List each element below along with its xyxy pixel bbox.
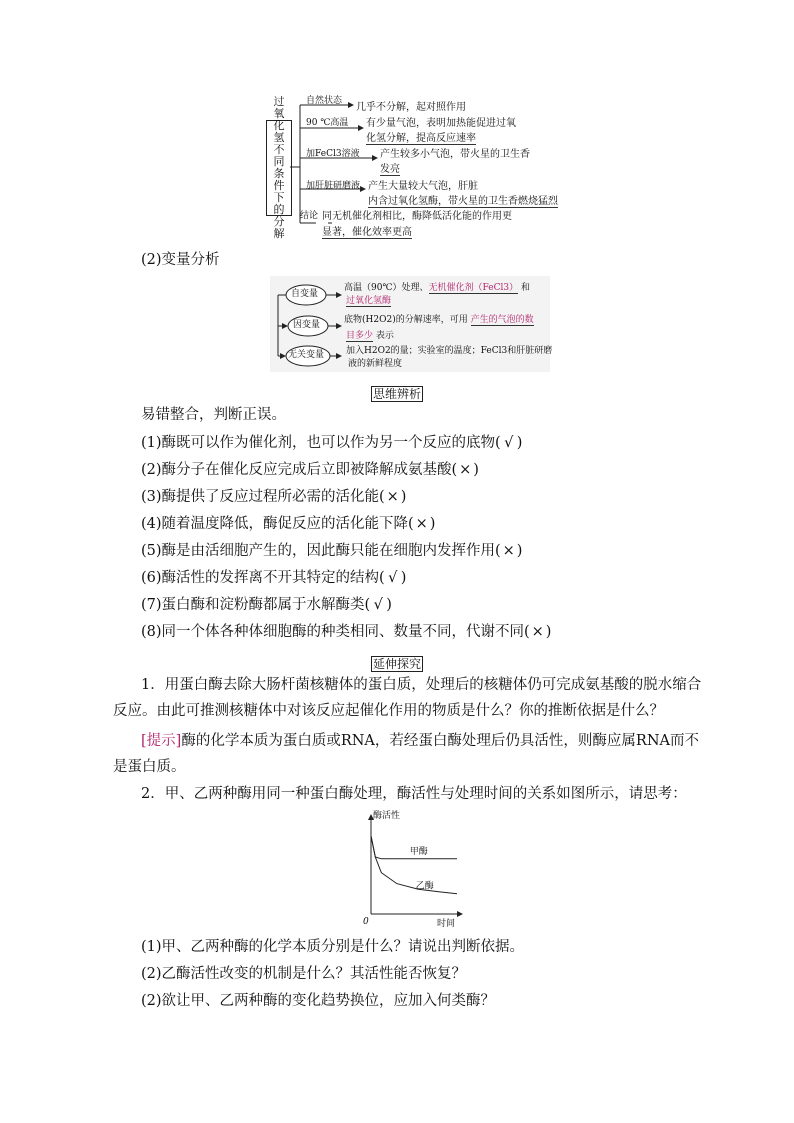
judgment-mark: × <box>502 543 515 559</box>
judgment-text: (8)同一个体各种体细胞酶的种类相同、数量不同，代谢不同( <box>141 624 530 640</box>
x-axis-label: 时间 <box>437 919 456 929</box>
dependent-text-b: 产生的气泡的数 <box>470 315 534 325</box>
y-axis-label: 酶活性 <box>373 811 401 821</box>
series-label-1: 甲酶 <box>409 846 428 857</box>
q2-line1: 2．甲、乙两种酶用同一种蛋白酶处理，酶活性与处理时间的关系如图所示，请思考： <box>141 786 687 802</box>
judgment-close: ) <box>516 435 523 451</box>
independent-variable-text <box>344 283 530 294</box>
extend-heading: 延伸探究 <box>372 657 421 671</box>
dependent-text-a: 底物(H2O2)的分解速率，可用 <box>344 315 468 325</box>
analysis-heading: 思维辨析 <box>372 387 421 401</box>
judgment-close: ) <box>386 597 392 613</box>
branch-result-3b-text: 发亮 <box>380 164 400 175</box>
branch-result-2b <box>366 133 476 145</box>
branch-result-1: 几乎不分解，起对照作用 <box>356 102 466 113</box>
q1-line2: 反应。由此可推测核糖体中对该反应起催化作用的物质是什么？你的推断依据是什么？ <box>113 703 664 719</box>
section-variable-heading: (2)变量分析 <box>141 252 220 268</box>
judgment-item-4 <box>141 514 435 534</box>
irrelevant-variable-text-2: 液的新鲜程度 <box>348 359 403 369</box>
q2-sub1: (1)甲、乙两种酶的化学本质分别是什么？请说出判断依据。 <box>141 939 525 955</box>
judgment-text: (1)酶既可以作为催化剂，也可以作为另一个反应的底物( <box>141 435 501 451</box>
judgment-mark: √ <box>388 570 398 586</box>
intro-text: 易错整合，判断正误。 <box>141 407 286 423</box>
judgment-mark: × <box>386 489 399 505</box>
judgment-mark: √ <box>373 597 383 613</box>
judgment-close: ) <box>400 489 407 505</box>
judgment-item-1 <box>141 433 522 453</box>
judgment-mark: × <box>531 624 544 640</box>
judgment-text: (2)酶分子在催化反应完成后立即被降解成氨基酸( <box>141 462 458 478</box>
branch-condition-5: 结论 <box>300 211 319 221</box>
judgment-text: (7)蛋白酶和淀粉酶都属于水解酶类( <box>141 597 371 613</box>
judgment-text: (5)酶是由活细胞产生的，因此酶只能在细胞内发挥作用( <box>141 543 501 559</box>
branch-condition-4: 加肝脏研磨液 <box>306 181 361 191</box>
dependent-text-d: 表示 <box>375 331 394 341</box>
judgment-item-6 <box>141 568 406 588</box>
dependent-variable-text <box>344 315 534 326</box>
judgment-text: (4)随着温度降低，酶促反应的活化能下降( <box>141 516 414 532</box>
branch-result-5b <box>322 227 412 239</box>
judgment-item-2 <box>141 460 479 480</box>
q1-line1: 1．用蛋白酶去除大肠杆菌核糖体的蛋白质，处理后的核糖体仍可完成氨基酸的脱水缩合 <box>141 677 702 693</box>
hint-label: [提示] <box>141 733 182 749</box>
branch-result-4b-text: 内含过氧化氢酶，带火星的卫生香燃烧猛烈 <box>368 196 558 207</box>
branch-result-4a: 产生大量较大气泡，肝脏 <box>368 181 478 192</box>
dependent-variable-text-2 <box>346 331 394 342</box>
judgment-text: (6)酶活性的发挥离不开其特定的结构( <box>141 570 385 586</box>
independent-text-a: 高温（90℃）处理、 <box>344 283 429 293</box>
independent-variable-text-2 <box>346 296 391 307</box>
extend-heading-wrap <box>0 653 794 672</box>
judgment-mark: √ <box>504 435 514 451</box>
q2-sub3: (2)欲让甲、乙两种酶的变化趋势换位，应加入何类酶？ <box>141 993 496 1009</box>
judgment-item-3 <box>141 487 406 507</box>
branch-result-3a: 产生较多小气泡，带火星的卫生香 <box>380 149 530 160</box>
judgment-close: ) <box>545 624 552 640</box>
series-label-2: 乙酶 <box>415 881 434 892</box>
independent-variable-label: 自变量 <box>291 289 319 299</box>
enzyme-activity-chart <box>355 808 465 930</box>
branch-result-2a: 有少量气泡，表明加热能促进过氧 <box>366 118 516 129</box>
analysis-heading-wrap <box>0 383 794 402</box>
branch-result-2b-text: 化氢分解，提高反应速率 <box>366 133 476 144</box>
diagram1-title: 过氧化氢不同条件下的分解 <box>273 95 285 240</box>
q1-hint-line1 <box>141 731 699 751</box>
judgment-item-7 <box>141 595 392 615</box>
branch-result-5b-text: 显著，催化效率更高 <box>322 227 412 238</box>
independent-text-c: 和 <box>520 283 530 293</box>
series-line-2 <box>371 836 457 894</box>
hint-text: 酶的化学本质为蛋白质或RNA，若经蛋白酶处理后仍具活性，则酶应属RNA而不 <box>181 733 699 749</box>
branch-result-4b <box>368 196 558 208</box>
judgment-text: (3)酶提供了反应过程所必需的活化能( <box>141 489 385 505</box>
judgment-close: ) <box>516 543 523 559</box>
q2-sub2: (2)乙酶活性改变的机制是什么？其活性能否恢复？ <box>141 966 467 982</box>
branch-condition-1: 自然状态 <box>306 96 343 106</box>
q1-hint-line2: 是蛋白质。 <box>113 759 186 775</box>
judgment-item-5 <box>141 541 522 561</box>
x-axis-arrow <box>457 911 463 917</box>
origin-label: 0 <box>363 917 369 927</box>
judgment-item-8 <box>141 622 551 642</box>
branch-result-3b <box>380 164 400 176</box>
branch-condition-2: 90 ℃高温 <box>306 118 349 128</box>
independent-text-d: 过氧化氢酶 <box>346 296 392 306</box>
irrelevant-variable-label: 无关变量 <box>288 350 325 360</box>
judgment-mark: × <box>459 462 472 478</box>
variable-diagram <box>270 276 553 372</box>
branch-result-5a: 同无机催化剂相比，酶降低活化能的作用更 <box>322 211 512 222</box>
dependent-text-c: 目多少 <box>346 331 374 341</box>
branch-condition-3: 加FeCl3溶液 <box>306 149 360 159</box>
judgment-close: ) <box>473 462 479 478</box>
judgment-mark: × <box>415 516 428 532</box>
diagram1-title-box <box>266 95 292 240</box>
independent-text-b: 无机催化剂（FeCl3） <box>428 283 519 293</box>
judgment-close: ) <box>429 516 436 532</box>
judgment-close: ) <box>400 570 407 586</box>
dependent-variable-label: 因变量 <box>293 320 321 330</box>
irrelevant-variable-text: 加入H2O2的量；实验室的温度；FeCl3和肝脏研磨 <box>346 346 553 356</box>
